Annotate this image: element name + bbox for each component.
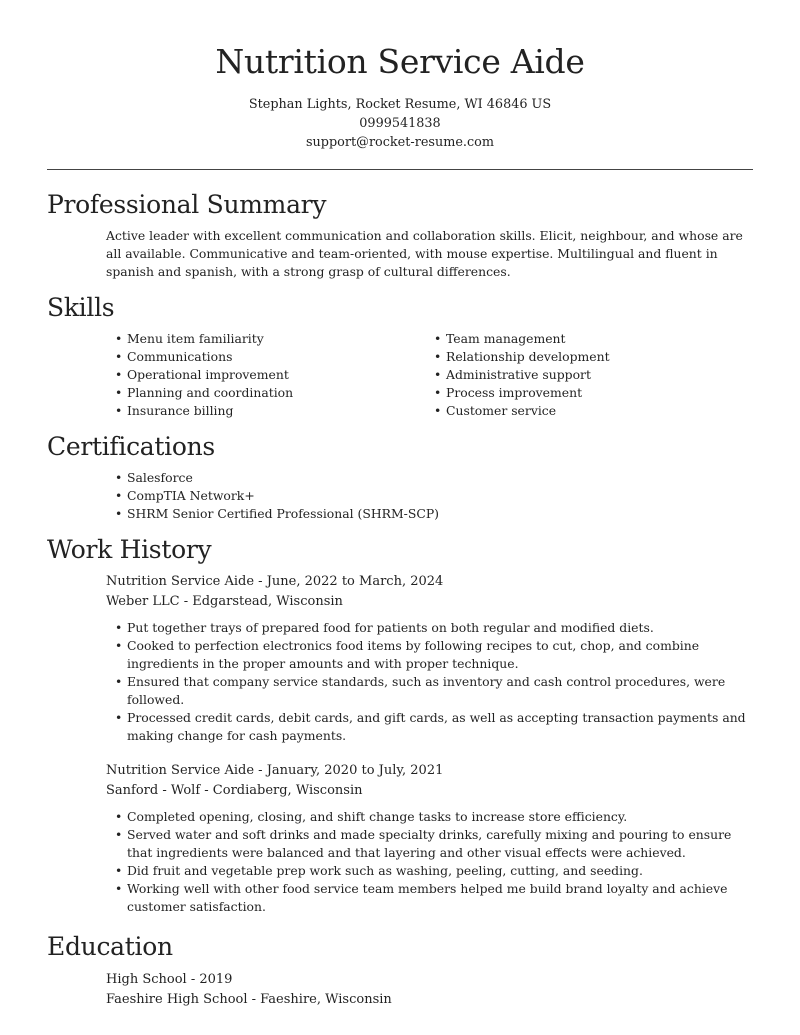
job-company: Weber LLC - Edgarstead, Wisconsin bbox=[106, 593, 343, 609]
section-title: Education bbox=[47, 932, 173, 961]
contact-phone: 0999541838 bbox=[359, 116, 441, 131]
resume-header bbox=[0, 0, 800, 152]
list-item: • Cooked to perfection electronics food items by following recipes to cut, chop, and combine ingredients in the proper amounts and with proper technique. bbox=[106, 637, 755, 673]
section-work bbox=[0, 535, 800, 916]
section-education bbox=[0, 932, 800, 1009]
contact-address: Stephan Lights, Rocket Resume, WI 46846 US bbox=[248, 97, 552, 112]
section-skills bbox=[0, 293, 800, 420]
list-item: • Working well with other food service team members helped me build brand loyalty and achieve customer satisfaction. bbox=[106, 880, 755, 916]
section-title: Work History bbox=[47, 535, 212, 564]
job-bullets bbox=[106, 808, 755, 916]
section-summary bbox=[0, 190, 800, 281]
list-item: • Ensured that company service standards, such as inventory and cash control procedures, were followed. bbox=[106, 673, 755, 709]
list-item: • Insurance billing bbox=[106, 402, 425, 420]
section-title: Certifications bbox=[47, 432, 215, 461]
list-item: • Relationship development bbox=[425, 348, 744, 366]
skills-left bbox=[106, 330, 425, 420]
summary-text: Active leader with excellent communication and collaboration skills. Elicit, neighbour, and whose are all available. Communicative and team-oriented, with mouse expertise. Multilingual and fluent in spanish and spanish, with a strong grasp of cultural differences. bbox=[106, 228, 743, 279]
list-item: • Process improvement bbox=[425, 384, 744, 402]
skills-right bbox=[425, 330, 744, 420]
list-item: • Put together trays of prepared food for patients on both regular and modified diets. bbox=[106, 619, 755, 637]
header-divider bbox=[47, 169, 753, 170]
job-entry bbox=[106, 761, 755, 916]
section-title: Professional Summary bbox=[47, 190, 327, 219]
resume-title: Nutrition Service Aide bbox=[215, 42, 585, 81]
list-item: • Menu item familiarity bbox=[106, 330, 425, 348]
list-item: • Completed opening, closing, and shift change tasks to increase store efficiency. bbox=[106, 808, 755, 826]
education-degree: High School - 2019 bbox=[106, 972, 233, 987]
job-bullets bbox=[106, 619, 755, 745]
list-item: • Salesforce bbox=[106, 469, 755, 487]
list-item: • Served water and soft drinks and made specialty drinks, carefully mixing and pouring to ensure that ingredients were balanced and that layering and other visual effects were achieved. bbox=[106, 826, 755, 862]
job-entry bbox=[106, 572, 755, 745]
list-item: • Team management bbox=[425, 330, 744, 348]
jobs bbox=[106, 572, 755, 916]
job-role: Nutrition Service Aide - January, 2020 to July, 2021 bbox=[106, 763, 444, 778]
list-item: • Customer service bbox=[425, 402, 744, 420]
section-title: Skills bbox=[47, 293, 115, 322]
section-certifications bbox=[0, 432, 800, 523]
list-item: • CompTIA Network+ bbox=[106, 487, 755, 505]
list-item: • Processed credit cards, debit cards, and gift cards, as well as accepting transaction payments and making change for cash payments. bbox=[106, 709, 755, 745]
job-role: Nutrition Service Aide - June, 2022 to March, 2024 bbox=[106, 574, 444, 589]
education-school: Faeshire High School - Faeshire, Wisconsin bbox=[106, 991, 392, 1007]
cert-list bbox=[106, 469, 755, 523]
list-item: • Communications bbox=[106, 348, 425, 366]
job-company: Sanford - Wolf - Cordiaberg, Wisconsin bbox=[106, 782, 363, 798]
contact-email: support@rocket-resume.com bbox=[305, 135, 495, 150]
list-item: • Planning and coordination bbox=[106, 384, 425, 402]
list-item: • SHRM Senior Certified Professional (SHRM-SCP) bbox=[106, 505, 755, 523]
list-item: • Administrative support bbox=[425, 366, 744, 384]
list-item: • Did fruit and vegetable prep work such as washing, peeling, cutting, and seeding. bbox=[106, 862, 755, 880]
list-item: • Operational improvement bbox=[106, 366, 425, 384]
